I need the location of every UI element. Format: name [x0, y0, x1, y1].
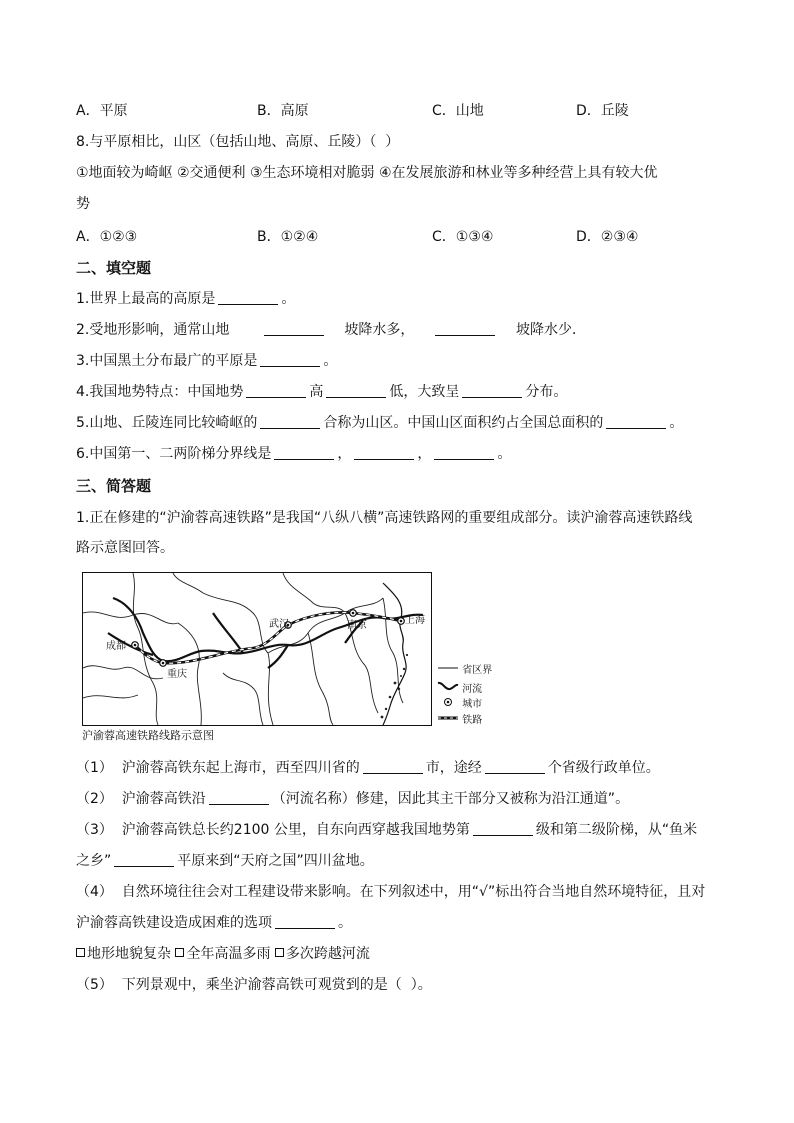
answer-blank[interactable]: [363, 759, 423, 774]
railway-route-map: [82, 572, 432, 726]
checkbox-icon[interactable]: [175, 948, 184, 957]
choice-checkbox[interactable]: 多次跨越河流: [275, 946, 370, 962]
choice-checkbox[interactable]: 地形地貌复杂: [76, 946, 171, 962]
answer-blank[interactable]: [260, 352, 320, 367]
q8-option-a: A．①②③: [76, 229, 138, 245]
choice-checkbox[interactable]: 全年高温多雨: [175, 946, 270, 962]
answer-blank[interactable]: [114, 852, 174, 867]
city-label-chengdu: 成都: [106, 641, 126, 652]
map-graphic: [83, 573, 431, 725]
legend-border: 省区界: [437, 663, 492, 678]
q7-option-d: D．丘陵: [576, 103, 629, 119]
railway-icon: [437, 713, 459, 723]
city-label-wuhan: 武汉: [269, 619, 289, 630]
q8-statements: ①地面较为崎岖 ②交通便利 ③生态环境相对脆弱 ④在发展旅游和林业等多种经营上具有较大优: [76, 165, 658, 181]
city-markers: [132, 610, 405, 667]
sa-sub4: （4） 自然环境往往会对工程建设带来影响。在下列叙述中，用“√”标出符合当地自然环境特征，且对: [76, 884, 706, 900]
q8-option-d: D．②③④: [576, 229, 639, 245]
legend-river: 河流: [437, 680, 482, 697]
answer-blank[interactable]: [264, 321, 324, 336]
sa-sub2: （2） 沪渝蓉高铁沿 （河流名称）修建，因此其主干部分又被称为沿江通道”。: [76, 791, 630, 807]
answer-blank[interactable]: [275, 914, 335, 929]
answer-blank[interactable]: [462, 383, 522, 398]
fill-q2: 2.受地形影响，通常山地 坡降水多， 坡降水少．: [76, 322, 586, 338]
fill-q5: 5.山地、丘陵连同比较崎岖的 合称为山区。中国山区面积约占全国总面积的 。: [76, 415, 684, 431]
answer-blank[interactable]: [485, 759, 545, 774]
q8-stem: 8.与平原相比，山区（包括山地、高原、丘陵）（ ）: [76, 134, 400, 150]
sa-sub4-choices: [76, 944, 370, 964]
islands: [381, 654, 409, 719]
sa-sub4-cont: 沪渝蓉高铁建设造成困难的选项 。: [76, 915, 352, 931]
answer-blank[interactable]: [218, 290, 278, 305]
sa-sub1: （1） 沪渝蓉高铁东起上海市，西至四川省的 市，途经 个省级行政单位。: [76, 760, 660, 776]
city-label-shanghai: 上海: [405, 615, 425, 626]
legend-city: 城市: [437, 697, 482, 712]
section-heading-short-answer: 三、简答题: [76, 477, 152, 495]
checkbox-icon[interactable]: [76, 948, 85, 957]
answer-blank[interactable]: [354, 445, 414, 460]
fill-q1: 1.世界上最高的高原是 。: [76, 291, 296, 307]
answer-blank[interactable]: [246, 383, 306, 398]
checkbox-icon[interactable]: [275, 948, 284, 957]
q8-option-c: C．①③④: [432, 229, 494, 245]
answer-blank[interactable]: [260, 414, 320, 429]
answer-blank[interactable]: [606, 414, 666, 429]
sa-q1-intro-cont: 路示意图回答。: [76, 540, 174, 556]
sa-q1-intro: 1.正在修建的“沪渝蓉高速铁路”是我国“八纵八横”高速铁路网的重要组成部分。读沪渝蓉高速铁路线: [76, 510, 693, 526]
sa-sub3: （3） 沪渝蓉高铁总长约2100 公里，自东向西穿越我国地势第 级和第二级阶梯，从“鱼米: [76, 822, 698, 838]
answer-blank[interactable]: [435, 321, 495, 336]
q7-option-b: B．高原: [257, 103, 309, 119]
coastline: [383, 583, 406, 725]
answer-blank[interactable]: [473, 821, 533, 836]
legend-railway: 铁路: [437, 713, 482, 728]
border-line-icon: [437, 663, 459, 673]
city-marker-icon: [437, 697, 459, 707]
q8-statements-cont: 势: [76, 196, 90, 212]
sa-sub3-cont: 之乡” 平原来到“天府之国”四川盆地。: [76, 853, 374, 869]
section-heading-fill-in: 二、填空题: [76, 259, 152, 277]
q8-option-b: B．①②④: [257, 229, 319, 245]
river-icon: [437, 680, 459, 692]
sa-sub5: （5） 下列景观中，乘坐沪渝蓉高铁可观赏到的是（ ）。: [76, 977, 432, 993]
city-labels: [106, 613, 425, 680]
answer-blank[interactable]: [274, 445, 334, 460]
q7-option-a: A．平原: [76, 103, 128, 119]
city-label-nanjing: 南京: [347, 620, 367, 631]
fill-q3: 3.中国黑土分布最广的平原是 。: [76, 353, 338, 369]
rivers: [108, 598, 423, 668]
answer-blank[interactable]: [209, 790, 269, 805]
city-label-chongqing: 重庆: [167, 669, 187, 680]
q7-option-c: C．山地: [432, 103, 484, 119]
answer-blank[interactable]: [434, 445, 494, 460]
fill-q6: 6.中国第一、二两阶梯分界线是 ， ， 。: [76, 446, 512, 462]
fill-q4: 4.我国地势特点：中国地势 高 低，大致呈 分布。: [76, 384, 568, 400]
answer-blank[interactable]: [326, 383, 386, 398]
map-caption: 沪渝蓉高速铁路线路示意图: [82, 729, 214, 742]
